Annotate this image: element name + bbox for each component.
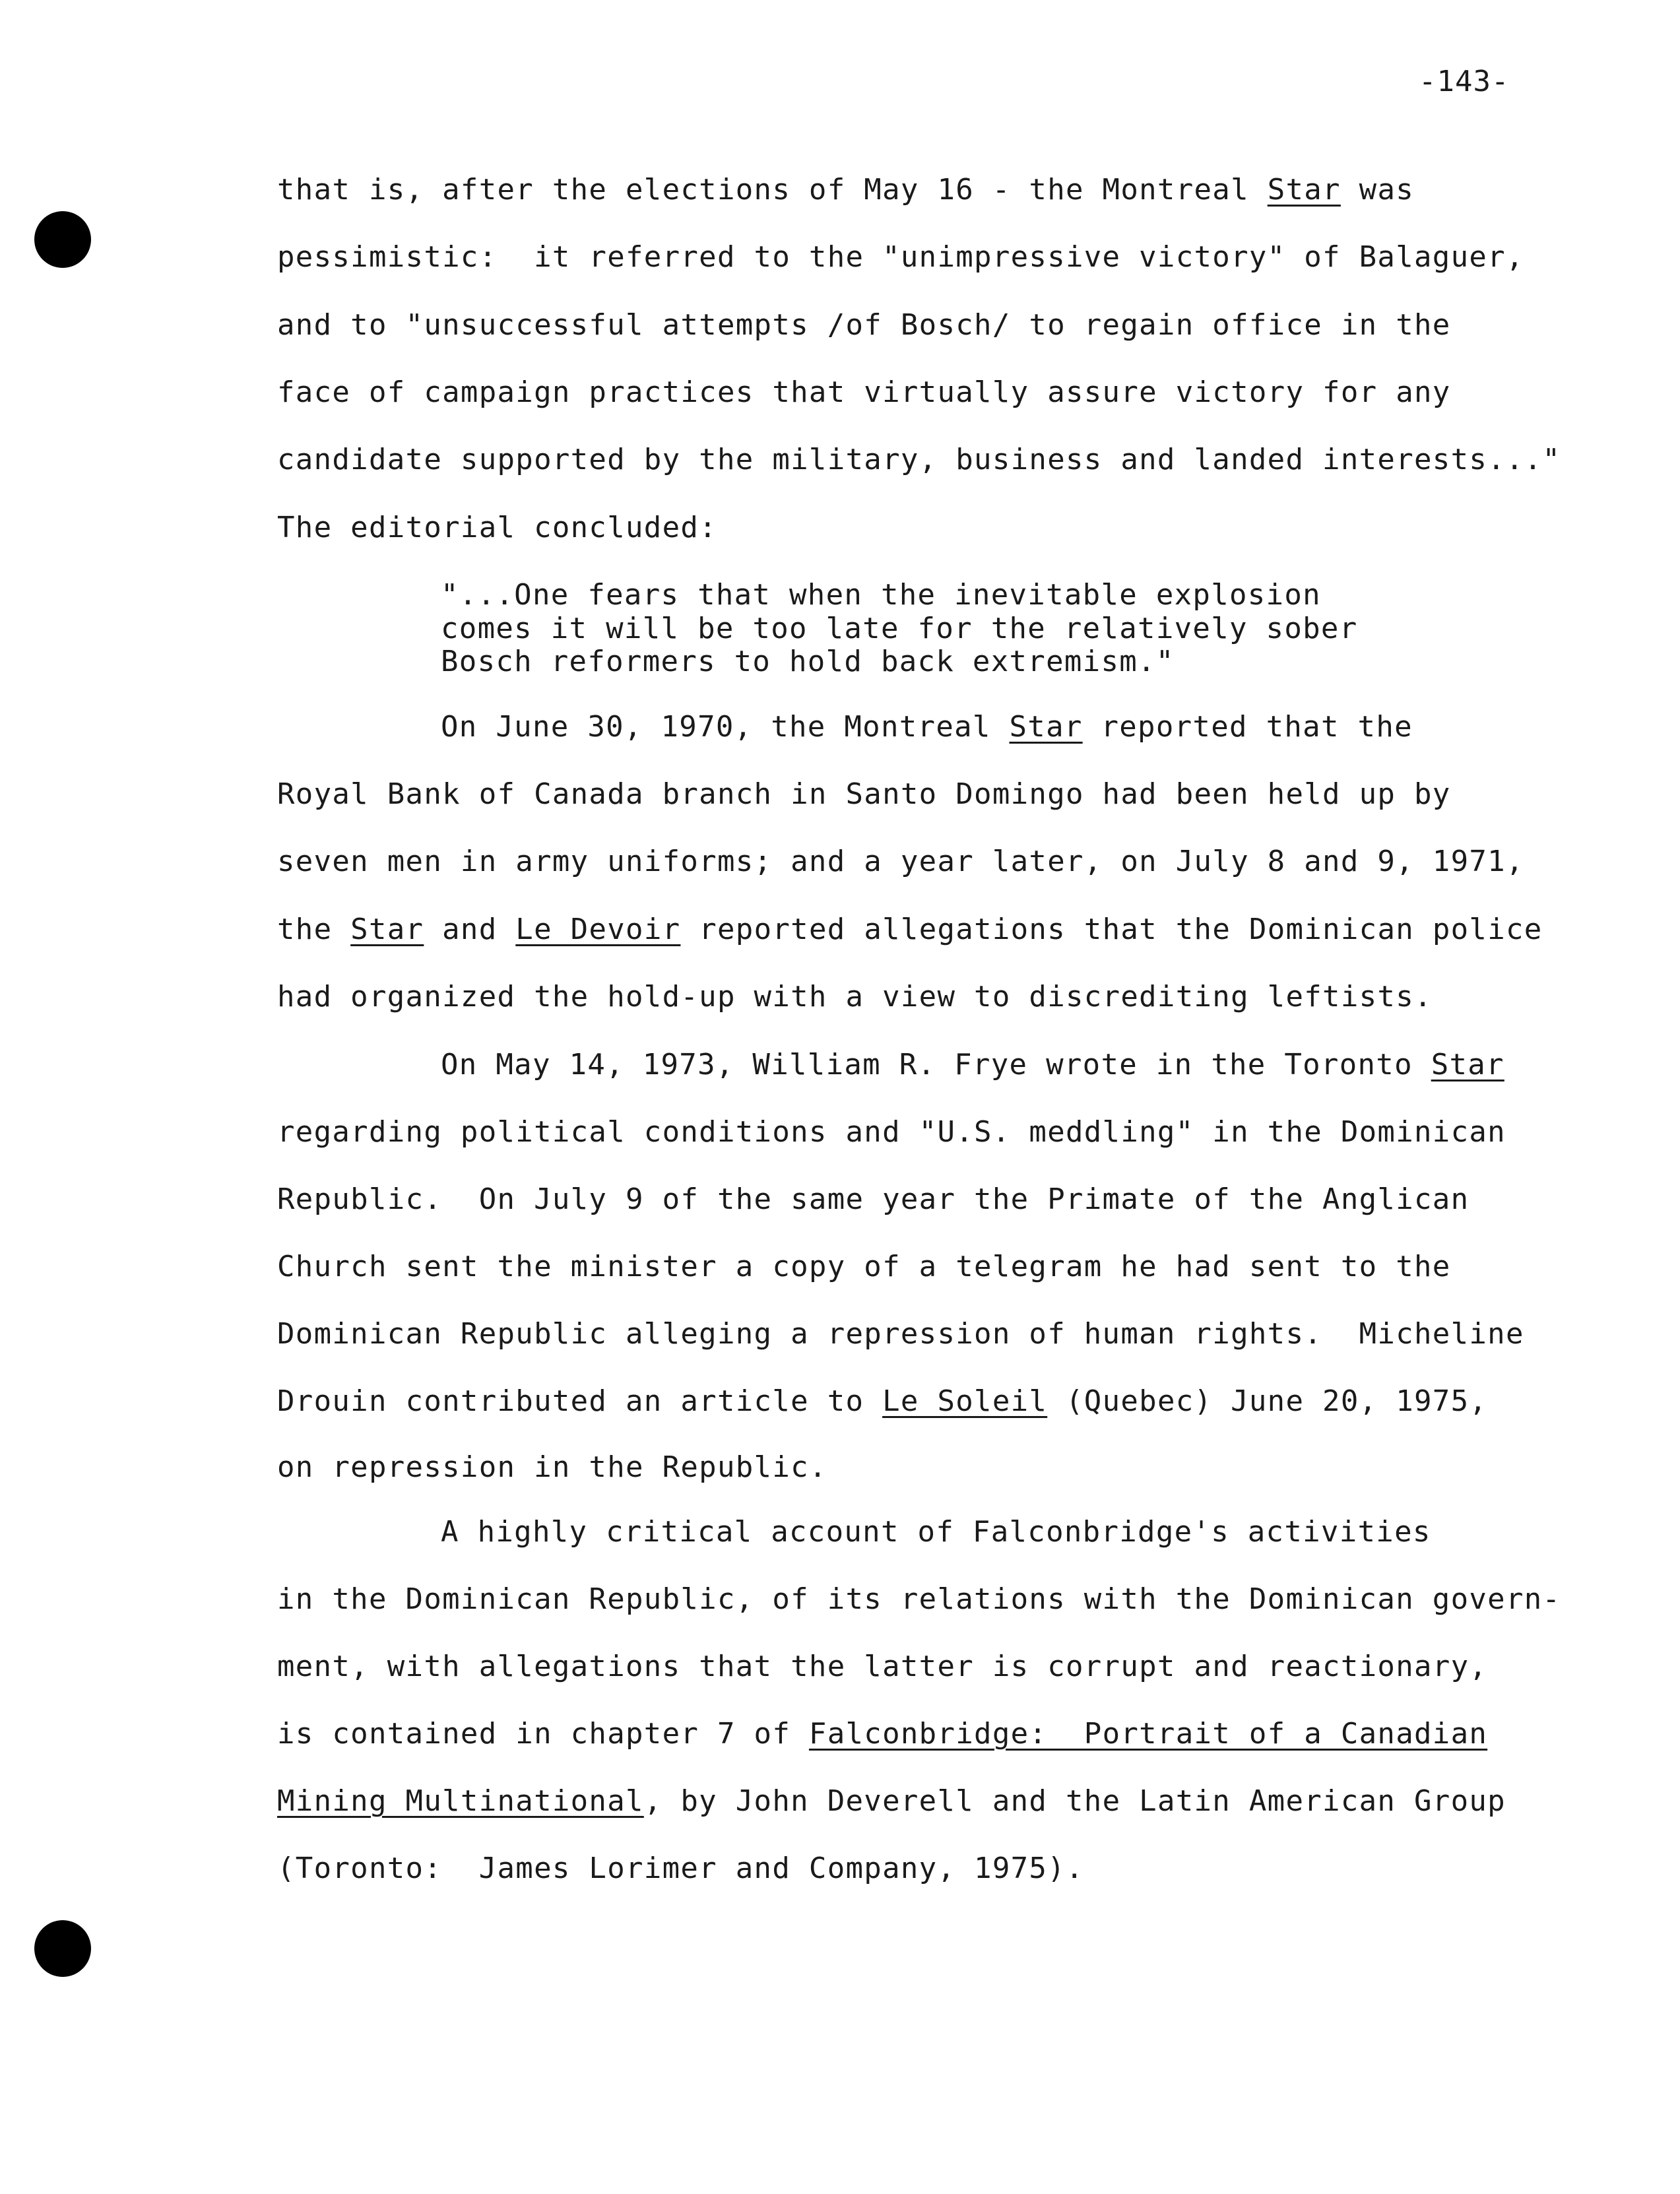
publication-title-star: Star: [1431, 1048, 1504, 1081]
paragraph4-line4: [277, 1717, 1487, 1751]
paragraph2-line5: had organized the hold-up with a view to discrediting leftists.: [277, 980, 1433, 1014]
quote-line3: Bosch reformers to hold back extremism.": [441, 645, 1175, 678]
paragraph3-line1: [441, 1048, 1504, 1082]
paragraph1-line6: The editorial concluded:: [277, 511, 717, 544]
publication-title-le-soleil: Le Soleil: [882, 1384, 1048, 1418]
publication-title-le-devoir: Le Devoir: [515, 913, 681, 946]
text-segment: reported that the: [1082, 710, 1413, 744]
text-segment: is contained in chapter 7 of: [277, 1717, 809, 1751]
paragraph1-line3: and to "unsuccessful attempts /of Bosch/ to regain office in the: [277, 308, 1451, 342]
paragraph3-line6: [277, 1384, 1487, 1419]
text-segment: was: [1340, 173, 1415, 207]
text-segment: that is, after the elections of May 16 - the Montreal: [277, 173, 1268, 207]
paragraph1-line4: face of campaign practices that virtually assure victory for any: [277, 375, 1451, 409]
book-title-part1: Falconbridge: Portrait of a Canadian: [808, 1717, 1488, 1751]
text-segment: On May 14, 1973, William R. Frye wrote in the Toronto: [441, 1048, 1431, 1081]
punch-hole-top: [34, 211, 91, 268]
text-segment: and: [424, 913, 516, 946]
paragraph4-line2: in the Dominican Republic, of its relations with the Dominican govern-: [277, 1582, 1561, 1616]
text-segment: (Quebec) June 20, 1975,: [1047, 1384, 1488, 1418]
paragraph2-line2: Royal Bank of Canada branch in Santo Domingo had been held up by: [277, 777, 1451, 811]
text-segment: reported allegations that the Dominican police: [680, 913, 1543, 946]
paragraph3-line3: Republic. On July 9 of the same year the Primate of the Anglican: [277, 1182, 1470, 1216]
publication-title-star: Star: [1009, 710, 1083, 744]
publication-title-star: Star: [350, 913, 424, 946]
paragraph3-line7: on repression in the Republic.: [277, 1450, 827, 1484]
paragraph3-line5: Dominican Republic alleging a repression of human rights. Micheline: [277, 1317, 1524, 1351]
text-segment: Drouin contributed an article to: [277, 1384, 883, 1418]
text-segment: On June 30, 1970, the Montreal: [441, 710, 1010, 744]
paragraph4-line1: A highly critical account of Falconbridge's activities: [441, 1515, 1431, 1549]
paragraph3-line4: Church sent the minister a copy of a telegram he had sent to the: [277, 1250, 1451, 1283]
book-title-part2: Mining Multinational: [277, 1784, 644, 1818]
publication-title-star: Star: [1267, 173, 1341, 207]
text-segment: , by John Deverell and the Latin American Group: [643, 1784, 1506, 1818]
paragraph3-line2: regarding political conditions and "U.S. meddling" in the Dominican: [277, 1115, 1506, 1149]
quote-line1: "...One fears that when the inevitable explosion: [441, 578, 1321, 612]
text-segment: the: [277, 913, 351, 946]
paragraph2-line4: [277, 913, 1543, 947]
paragraph1-line1: [277, 173, 1414, 207]
paragraph4-line6: (Toronto: James Lorimer and Company, 1975).: [277, 1852, 1084, 1885]
paragraph2-line3: seven men in army uniforms; and a year later, on July 8 and 9, 1971,: [277, 845, 1524, 878]
paragraph1-line5: candidate supported by the military, business and landed interests...": [277, 443, 1561, 476]
punch-hole-bottom: [34, 1920, 91, 1977]
paragraph4-line3: ment, with allegations that the latter is corrupt and reactionary,: [277, 1650, 1488, 1683]
paragraph1-line2: pessimistic: it referred to the "unimpressive victory" of Balaguer,: [277, 240, 1524, 274]
paragraph4-line5: [277, 1784, 1506, 1819]
quote-line2: comes it will be too late for the relatively sober: [441, 612, 1358, 645]
paragraph2-line1: [441, 710, 1413, 744]
page-number: -143-: [1419, 65, 1510, 98]
